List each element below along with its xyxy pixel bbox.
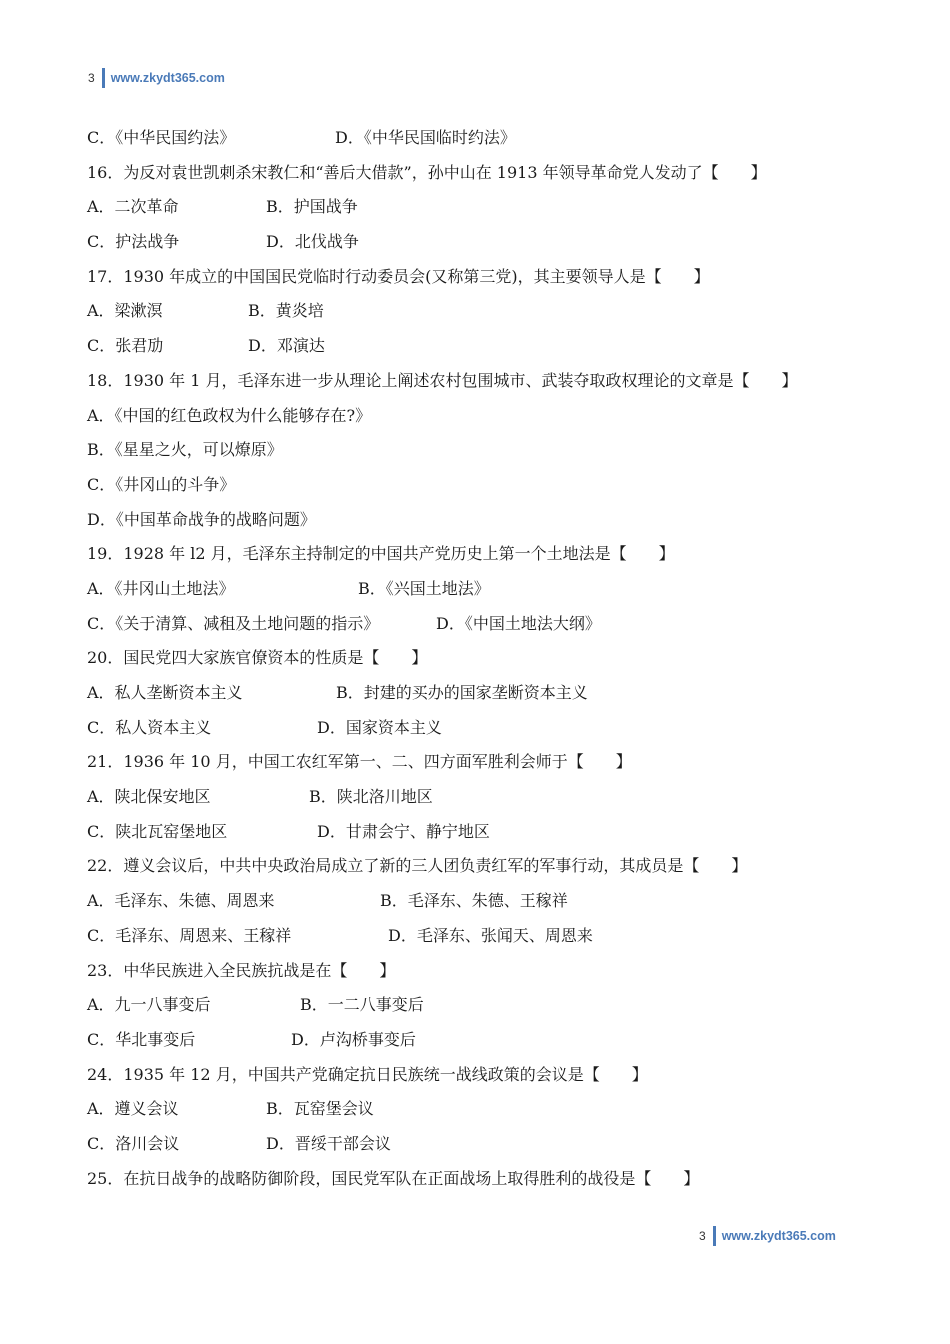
option-d: D．《中国革命战争的战略问题》 xyxy=(87,509,316,529)
question-23: 23．中华民族进入全民族抗战是在【 】 xyxy=(87,960,396,980)
page-footer xyxy=(699,1226,836,1246)
question-17: 17．1930 年成立的中国国民党临时行动委员会(又称第三党)，其主要领导人是【 】 xyxy=(87,266,710,286)
option-d: D．邓演达 xyxy=(248,336,325,356)
question-20: 20．国民党四大家族官僚资本的性质是【 】 xyxy=(87,648,428,668)
option-line xyxy=(87,1092,877,1127)
option-line xyxy=(87,190,877,225)
header-site-link[interactable]: www.zkydt365.com xyxy=(110,71,225,85)
option-c: C．陕北瓦窑堡地区 xyxy=(87,821,228,841)
option-a: A．毛泽东、朱德、周恩来 xyxy=(87,891,275,911)
footer-page-number: 3 xyxy=(699,1229,706,1243)
option-c: C．华北事变后 xyxy=(87,1029,196,1049)
option-b: B．黄炎培 xyxy=(248,301,324,321)
question-list xyxy=(87,121,877,1196)
option-line xyxy=(87,329,877,364)
option-line xyxy=(87,607,877,642)
question-18: 18．1930 年 1 月，毛泽东进一步从理论上阐述农村包围城市、武装夺取政权理论的文章是【 】 xyxy=(87,370,798,390)
option-line xyxy=(87,1127,877,1162)
question-21: 21．1936 年 10 月，中国工农红军第一、二、四方面军胜利会师于【 】 xyxy=(87,752,632,772)
question-22: 22．遵义会议后，中共中央政治局成立了新的三人团负责红军的军事行动，其成员是【 】 xyxy=(87,856,748,876)
footer-site-link[interactable]: www.zkydt365.com xyxy=(721,1229,836,1243)
option-line xyxy=(87,711,877,746)
option-a: A．《中国的红色政权为什么能够存在?》 xyxy=(87,405,372,425)
option-line xyxy=(87,884,877,919)
option-d: D．甘肃会宁、静宁地区 xyxy=(317,821,490,841)
option-a: A．二次革命 xyxy=(87,197,179,217)
option-c: C．《井冈山的斗争》 xyxy=(87,474,236,494)
option-c: C．洛川会议 xyxy=(87,1133,180,1153)
option-d: D．毛泽东、张闻天、周恩来 xyxy=(388,925,593,945)
option-c: C．私人资本主义 xyxy=(87,717,212,737)
question-25: 25．在抗日战争的战略防御阶段，国民党军队在正面战场上取得胜利的战役是【 】 xyxy=(87,1168,700,1188)
option-d: D．晋绥干部会议 xyxy=(266,1133,391,1153)
option-line xyxy=(87,676,877,711)
option-line xyxy=(87,121,877,156)
option-c: C．护法战争 xyxy=(87,232,180,252)
option-a: A．《井冈山土地法》 xyxy=(87,578,235,598)
option-c: C．《中华民国约法》 xyxy=(87,128,236,147)
option-line xyxy=(87,988,877,1023)
footer-divider xyxy=(713,1226,716,1246)
option-d: D．卢沟桥事变后 xyxy=(291,1029,416,1049)
option-b: B．《兴国土地法》 xyxy=(358,578,490,598)
option-b: B．《星星之火，可以燎原》 xyxy=(87,440,283,460)
option-line xyxy=(87,815,877,850)
option-line xyxy=(87,919,877,954)
option-c: C．《关于清算、减租及土地问题的指示》 xyxy=(87,613,380,633)
option-line xyxy=(87,572,877,607)
question-16: 16．为反对袁世凯刺杀宋教仁和“善后大借款”，孙中山在 1913 年领导革命党人发动了【 】 xyxy=(87,162,767,182)
question-19: 19．1928 年 l2 月，毛泽东主持制定的中国共产党历史上第一个土地法是【 】 xyxy=(87,544,675,564)
option-c: C．张君劢 xyxy=(87,336,164,356)
option-b: B．瓦窑堡会议 xyxy=(266,1099,374,1119)
option-line xyxy=(87,225,877,260)
option-b: B．封建的买办的国家垄断资本主义 xyxy=(336,683,588,702)
page-header xyxy=(88,68,225,88)
question-24: 24．1935 年 12 月，中国共产党确定抗日民族统一战线政策的会议是【 】 xyxy=(87,1064,648,1084)
option-c: C．毛泽东、周恩来、王稼祥 xyxy=(87,925,292,945)
option-line xyxy=(87,1023,877,1058)
option-b: B．一二八事变后 xyxy=(300,995,424,1015)
option-a: A．遵义会议 xyxy=(87,1099,179,1119)
header-page-number: 3 xyxy=(88,71,95,85)
option-d: D．《中国土地法大纲》 xyxy=(436,613,601,633)
option-a: A．私人垄断资本主义 xyxy=(87,683,243,702)
option-d: D．《中华民国临时约法》 xyxy=(335,128,516,147)
option-a: A．梁漱溟 xyxy=(87,301,163,321)
option-d: D．国家资本主义 xyxy=(317,717,442,737)
option-a: A．九一八事变后 xyxy=(87,995,211,1015)
option-d: D．北伐战争 xyxy=(266,232,359,252)
option-line xyxy=(87,780,877,815)
option-b: B．毛泽东、朱德、王稼祥 xyxy=(380,891,568,911)
option-b: B．陕北洛川地区 xyxy=(309,787,433,807)
option-a: A．陕北保安地区 xyxy=(87,787,211,807)
option-b: B．护国战争 xyxy=(266,197,358,217)
option-line xyxy=(87,294,877,329)
header-divider xyxy=(102,68,105,88)
